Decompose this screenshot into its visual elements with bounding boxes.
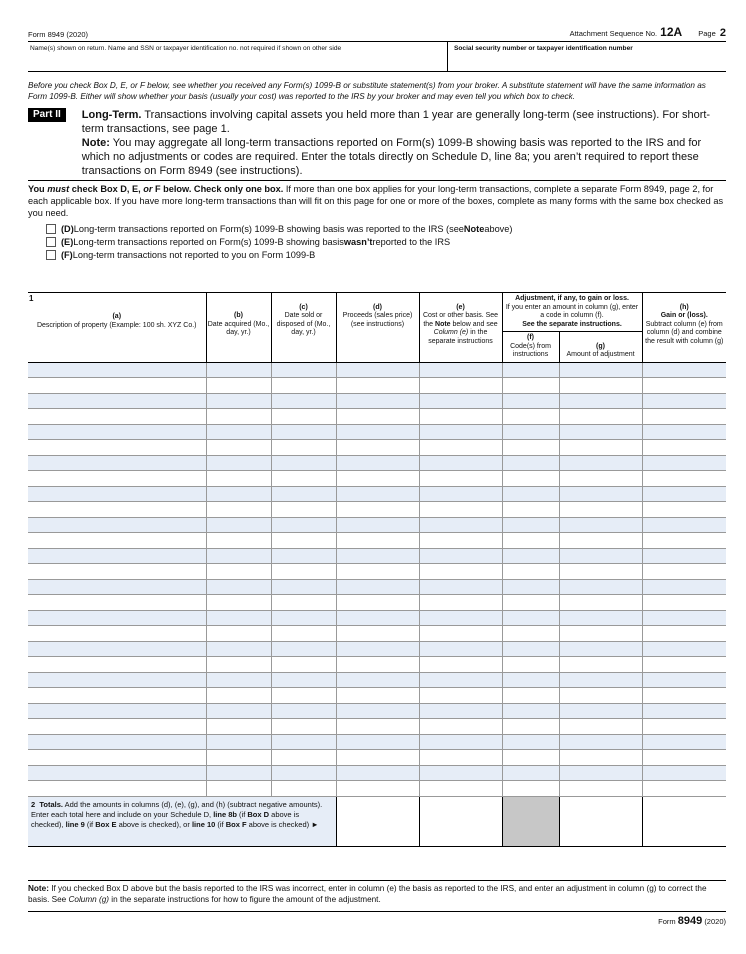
entry-cell[interactable]	[502, 719, 559, 735]
entry-cell[interactable]	[642, 703, 726, 719]
entry-cell[interactable]	[206, 424, 271, 440]
box-f-option[interactable]: (F) Long-term transactions not reported to you on Form 1099-B	[28, 248, 726, 261]
entry-cell[interactable]	[502, 471, 559, 487]
col-g-header: (g) Amount of adjustment	[559, 332, 642, 363]
total-g-cell[interactable]	[559, 796, 642, 846]
entry-cell[interactable]	[28, 502, 206, 518]
entry-cell[interactable]	[336, 486, 419, 502]
table-row	[28, 765, 726, 781]
entry-cell[interactable]	[336, 440, 419, 456]
entry-cell[interactable]	[28, 579, 206, 595]
table-row	[28, 641, 726, 657]
entry-cell[interactable]	[559, 533, 642, 549]
table-row	[28, 409, 726, 425]
entry-cell[interactable]	[336, 672, 419, 688]
entry-cell[interactable]	[28, 626, 206, 642]
total-f-cell-shaded	[502, 796, 559, 846]
entry-cell[interactable]	[28, 564, 206, 580]
totals-row	[28, 796, 726, 846]
entry-cell[interactable]	[336, 750, 419, 766]
entry-cell[interactable]	[271, 471, 336, 487]
entry-cell[interactable]	[419, 409, 502, 425]
entry-cell[interactable]	[502, 703, 559, 719]
entry-cell[interactable]	[642, 734, 726, 750]
entry-cell[interactable]	[419, 378, 502, 394]
entry-cell[interactable]	[271, 610, 336, 626]
entry-cell[interactable]	[271, 641, 336, 657]
entry-cell[interactable]	[642, 548, 726, 564]
entry-cell[interactable]	[336, 424, 419, 440]
entry-cell[interactable]	[502, 765, 559, 781]
entry-cell[interactable]	[271, 595, 336, 611]
entry-cell[interactable]	[336, 502, 419, 518]
entry-cell[interactable]	[336, 626, 419, 642]
entry-cell[interactable]	[206, 579, 271, 595]
entry-cell[interactable]	[28, 455, 206, 471]
entry-cell[interactable]	[28, 517, 206, 533]
entry-cell[interactable]	[502, 362, 559, 378]
entry-cell[interactable]	[419, 455, 502, 471]
table-row	[28, 781, 726, 797]
entry-cell[interactable]	[419, 626, 502, 642]
entry-cell[interactable]	[206, 672, 271, 688]
entry-cell[interactable]	[271, 626, 336, 642]
entry-cell[interactable]	[502, 455, 559, 471]
entry-cell[interactable]	[419, 517, 502, 533]
entry-cell[interactable]	[336, 517, 419, 533]
entry-cell[interactable]	[642, 409, 726, 425]
entry-cell[interactable]	[271, 765, 336, 781]
entry-cell[interactable]	[642, 517, 726, 533]
entry-cell[interactable]	[28, 548, 206, 564]
total-e-cell[interactable]	[419, 796, 502, 846]
entry-cell[interactable]	[206, 610, 271, 626]
entry-cell[interactable]	[206, 595, 271, 611]
entry-cell[interactable]	[206, 502, 271, 518]
entry-cell[interactable]	[502, 517, 559, 533]
table-row	[28, 471, 726, 487]
box-d-checkbox[interactable]	[46, 224, 56, 234]
table-row	[28, 564, 726, 580]
entry-cell[interactable]	[502, 734, 559, 750]
form-page	[28, 24, 726, 927]
entry-cell[interactable]	[271, 424, 336, 440]
entry-cell[interactable]	[642, 393, 726, 409]
entry-cell[interactable]	[502, 610, 559, 626]
entry-cell[interactable]	[336, 378, 419, 394]
entry-cell[interactable]	[642, 440, 726, 456]
entry-cell[interactable]	[271, 378, 336, 394]
entry-cell[interactable]	[642, 595, 726, 611]
entry-cell[interactable]	[336, 657, 419, 673]
entry-cell[interactable]	[336, 579, 419, 595]
entry-cell[interactable]	[559, 734, 642, 750]
entry-cell[interactable]	[336, 548, 419, 564]
col-h-header: (h) Gain or (loss). Subtract column (e) from column (d) and combine the result with column (g)	[642, 293, 726, 363]
table-row	[28, 703, 726, 719]
table-row	[28, 440, 726, 456]
page-number: Page 2	[698, 27, 726, 39]
entry-cell[interactable]	[206, 409, 271, 425]
entry-cell[interactable]	[419, 610, 502, 626]
entry-cell[interactable]	[419, 564, 502, 580]
table-row	[28, 378, 726, 394]
col-c-header: (c) Date sold or disposed of (Mo., day, yr.)	[271, 293, 336, 363]
entry-cell[interactable]	[559, 719, 642, 735]
box-f-checkbox[interactable]	[46, 250, 56, 260]
entry-cell[interactable]	[419, 486, 502, 502]
entry-cell[interactable]	[28, 471, 206, 487]
entry-cell[interactable]	[271, 548, 336, 564]
intro-text: Before you check Box D, E, or F below, see whether you received any Form(s) 1099-B or substitute statement(s) from your broker. A substitute statement will have the same information as Form 1099-B. Either will show whether your basis (usually your cost) was reported to the IRS by your broker and may even tell you which box to check.	[28, 81, 706, 101]
entry-cell[interactable]	[206, 548, 271, 564]
entry-cell[interactable]	[419, 393, 502, 409]
box-d-option[interactable]: (D) Long-term transactions reported on Form(s) 1099-B showing basis was reported to the IRS (see Note above)	[28, 222, 726, 235]
entry-cell[interactable]	[419, 734, 502, 750]
entry-cell[interactable]	[559, 517, 642, 533]
names-field[interactable]: Name(s) shown on return. Name and SSN or taxpayer identification no. not required if shown on other side	[28, 42, 448, 71]
table-row	[28, 424, 726, 440]
entry-cell[interactable]	[271, 750, 336, 766]
entry-cell[interactable]	[336, 781, 419, 797]
entry-cell[interactable]	[559, 781, 642, 797]
table-row	[28, 657, 726, 673]
entry-cell[interactable]	[419, 688, 502, 704]
entry-cell[interactable]	[271, 703, 336, 719]
table-row	[28, 548, 726, 564]
entry-cell[interactable]	[28, 734, 206, 750]
entry-cell[interactable]	[559, 579, 642, 595]
box-e-checkbox[interactable]	[46, 237, 56, 247]
entry-cell[interactable]	[559, 409, 642, 425]
total-d-cell[interactable]	[336, 796, 419, 846]
entry-cell[interactable]	[206, 393, 271, 409]
entry-cell[interactable]	[206, 626, 271, 642]
entry-cell[interactable]	[559, 564, 642, 580]
entry-cell[interactable]	[502, 486, 559, 502]
entry-cell[interactable]	[642, 719, 726, 735]
entry-cell[interactable]	[419, 471, 502, 487]
entry-cell[interactable]	[336, 688, 419, 704]
entry-cell[interactable]	[419, 440, 502, 456]
box-e-option[interactable]: (E) Long-term transactions reported on Form(s) 1099-B showing basis wasn’t reported to the IRS	[28, 235, 726, 248]
entry-cell[interactable]	[206, 641, 271, 657]
entry-cell[interactable]	[271, 579, 336, 595]
entry-cell[interactable]	[206, 486, 271, 502]
entry-cell[interactable]	[271, 393, 336, 409]
entry-cell[interactable]	[206, 657, 271, 673]
entry-cell[interactable]	[642, 486, 726, 502]
entry-cell[interactable]	[206, 440, 271, 456]
table-row	[28, 533, 726, 549]
entry-cell[interactable]	[559, 641, 642, 657]
entry-cell[interactable]	[419, 765, 502, 781]
entry-cell[interactable]	[419, 579, 502, 595]
entry-cell[interactable]	[206, 455, 271, 471]
entry-cell[interactable]	[336, 595, 419, 611]
entry-cell[interactable]	[642, 781, 726, 797]
entry-cell[interactable]	[271, 688, 336, 704]
part-2-header: Part II Long-Term. Transactions involving capital assets you held more than 1 year are generally long-term (see instructions). For short-term transactions, see page 1. Note: You may aggregate all long-term transactions reported on Form(s) 1099-B showing basis was reported to the IRS and for which no adjustments or codes are required. Enter the totals directly on Schedule D, line 8a; you aren’t required to report these transactions on Form 8949 (see instructions).	[28, 108, 726, 178]
table-row	[28, 595, 726, 611]
entry-cell[interactable]	[206, 765, 271, 781]
entry-cell[interactable]	[28, 750, 206, 766]
entry-cell[interactable]	[559, 362, 642, 378]
entry-cell[interactable]	[28, 781, 206, 797]
table-row	[28, 626, 726, 642]
transactions-table	[28, 292, 726, 847]
entry-cell[interactable]	[336, 610, 419, 626]
entry-cell[interactable]	[206, 471, 271, 487]
entry-cell[interactable]	[642, 688, 726, 704]
entry-cell[interactable]	[502, 688, 559, 704]
entry-cell[interactable]	[28, 719, 206, 735]
entry-cell[interactable]	[28, 703, 206, 719]
entry-cell[interactable]	[206, 564, 271, 580]
entry-cell[interactable]	[559, 455, 642, 471]
entry-cell[interactable]	[271, 672, 336, 688]
entry-cell[interactable]	[336, 362, 419, 378]
entry-cell[interactable]	[271, 719, 336, 735]
entry-cell[interactable]	[206, 781, 271, 797]
entry-cell[interactable]	[271, 657, 336, 673]
table-row	[28, 579, 726, 595]
entry-cell[interactable]	[642, 579, 726, 595]
entry-cell[interactable]	[642, 471, 726, 487]
entry-cell[interactable]	[206, 688, 271, 704]
entry-cell[interactable]	[28, 688, 206, 704]
table-row	[28, 393, 726, 409]
entry-cell[interactable]	[502, 533, 559, 549]
entry-cell[interactable]	[271, 734, 336, 750]
entry-cell[interactable]	[559, 610, 642, 626]
entry-cell[interactable]	[502, 626, 559, 642]
table-row	[28, 734, 726, 750]
entry-cell[interactable]	[28, 378, 206, 394]
entry-cell[interactable]	[419, 703, 502, 719]
entry-cell[interactable]	[502, 548, 559, 564]
entry-cell[interactable]	[271, 533, 336, 549]
col-f-header: (f) Code(s) from instructions	[502, 332, 559, 363]
entry-cell[interactable]	[502, 595, 559, 611]
entry-cell[interactable]	[502, 409, 559, 425]
entry-cell[interactable]	[271, 455, 336, 471]
form-header	[28, 24, 726, 42]
entry-cell[interactable]	[559, 595, 642, 611]
attachment-seq: Attachment Sequence No. 12A	[569, 25, 683, 39]
entry-cell[interactable]	[28, 657, 206, 673]
entry-cell[interactable]	[419, 781, 502, 797]
table-row	[28, 750, 726, 766]
entry-cell[interactable]	[419, 657, 502, 673]
name-ssn-row	[28, 42, 726, 72]
entry-cell[interactable]	[336, 703, 419, 719]
entry-cell[interactable]	[28, 362, 206, 378]
entry-cell[interactable]	[28, 595, 206, 611]
table-row	[28, 672, 726, 688]
entry-cell[interactable]	[271, 781, 336, 797]
entry-cell[interactable]	[336, 641, 419, 657]
table-row	[28, 688, 726, 704]
entry-cell[interactable]	[559, 486, 642, 502]
entry-cell[interactable]	[642, 362, 726, 378]
entry-cell[interactable]	[419, 719, 502, 735]
entry-cell[interactable]	[642, 502, 726, 518]
entry-cell[interactable]	[642, 533, 726, 549]
entry-cell[interactable]	[28, 610, 206, 626]
entry-cell[interactable]	[28, 424, 206, 440]
entry-cell[interactable]	[502, 641, 559, 657]
entry-cell[interactable]	[559, 750, 642, 766]
entry-cell[interactable]	[336, 471, 419, 487]
entry-cell[interactable]	[559, 502, 642, 518]
bottom-note: Note: If you checked Box D above but the basis reported to the IRS was incorrect, enter in column (e) the basis as reported to the IRS, and enter an adjustment in column (g) to correct the basis. See Column (g) in the separate instructions for how to figure the amount of the adjustment.	[28, 880, 726, 905]
entry-cell[interactable]	[559, 393, 642, 409]
box-options	[28, 222, 726, 261]
entry-cell[interactable]	[28, 393, 206, 409]
col-b-header: (b) Date acquired (Mo., day, yr.)	[206, 293, 271, 363]
entry-cell[interactable]	[419, 595, 502, 611]
entry-cell[interactable]	[502, 672, 559, 688]
entry-cell[interactable]	[559, 378, 642, 394]
entry-cell[interactable]	[502, 657, 559, 673]
entry-cell[interactable]	[642, 750, 726, 766]
entry-cell[interactable]	[271, 502, 336, 518]
table-row	[28, 517, 726, 533]
entry-cell[interactable]	[419, 672, 502, 688]
entry-cell[interactable]	[206, 362, 271, 378]
entry-cell[interactable]	[642, 626, 726, 642]
entry-cell[interactable]	[271, 362, 336, 378]
entry-cell[interactable]	[28, 409, 206, 425]
entry-cell[interactable]	[559, 672, 642, 688]
entry-cell[interactable]	[559, 688, 642, 704]
entry-cell[interactable]	[419, 750, 502, 766]
entry-cell[interactable]	[642, 641, 726, 657]
totals-label: 2 Totals. Add the amounts in columns (d), (e), (g), and (h) (subtract negative amounts). Enter each total here and include on your Schedule D, line 8b (if Box D above is checked), line 9 (if Box E above is checked), or line 10 (if Box F above is checked) ►	[28, 796, 336, 846]
entry-cell[interactable]	[502, 579, 559, 595]
table-row	[28, 610, 726, 626]
entry-cell[interactable]	[502, 564, 559, 580]
entry-cell[interactable]	[28, 533, 206, 549]
entry-cell[interactable]	[559, 424, 642, 440]
entry-cell[interactable]	[206, 719, 271, 735]
entry-cell[interactable]	[502, 781, 559, 797]
table-row	[28, 455, 726, 471]
entry-cell[interactable]	[502, 424, 559, 440]
entry-cell[interactable]	[336, 409, 419, 425]
entry-cell[interactable]	[28, 641, 206, 657]
adjustment-header: Adjustment, if any, to gain or loss. If you enter an amount in column (g), enter a code in column (f). See the separate instructions.	[502, 293, 642, 332]
entry-cell[interactable]	[502, 440, 559, 456]
entry-cell[interactable]	[206, 378, 271, 394]
part-tag: Part II	[28, 108, 66, 122]
entry-cell[interactable]	[271, 440, 336, 456]
entry-cell[interactable]	[502, 393, 559, 409]
entry-cell[interactable]	[559, 440, 642, 456]
col-d-header: (d) Proceeds (sales price) (see instructions)	[336, 293, 419, 363]
entry-cell[interactable]	[336, 455, 419, 471]
form-footer: Form 8949 (2020)	[28, 911, 726, 927]
entry-cell[interactable]	[336, 765, 419, 781]
entry-cell[interactable]	[419, 362, 502, 378]
entry-cell[interactable]	[271, 486, 336, 502]
entry-cell[interactable]	[642, 424, 726, 440]
entry-cell[interactable]	[28, 765, 206, 781]
entry-cell[interactable]	[559, 657, 642, 673]
table-row	[28, 502, 726, 518]
entry-cell[interactable]	[336, 734, 419, 750]
entry-cell[interactable]	[271, 409, 336, 425]
entry-cell[interactable]	[502, 378, 559, 394]
table-row	[28, 362, 726, 378]
entry-cell[interactable]	[559, 471, 642, 487]
entry-cell[interactable]	[559, 703, 642, 719]
entry-cell[interactable]	[28, 440, 206, 456]
entry-cell[interactable]	[559, 548, 642, 564]
check-instructions: You must check Box D, E, or F below. Check only one box. If more than one box applies for your long-term transactions, complete a separate Form 8949, page 2, for each applicable box. If you have more long-term transactions than will fit on this page for one or more of the boxes, complete as many forms with the same box checked as you need.	[28, 180, 726, 219]
entry-cell[interactable]	[336, 393, 419, 409]
entry-cell[interactable]	[502, 502, 559, 518]
entry-cell[interactable]	[642, 564, 726, 580]
table-row	[28, 719, 726, 735]
entry-cell[interactable]	[28, 672, 206, 688]
entry-cell[interactable]	[206, 703, 271, 719]
entry-cell[interactable]	[419, 502, 502, 518]
entry-cell[interactable]	[642, 765, 726, 781]
entry-cell[interactable]	[419, 548, 502, 564]
table-row	[28, 486, 726, 502]
entry-cell[interactable]	[502, 750, 559, 766]
entry-cell[interactable]	[642, 672, 726, 688]
entry-cell[interactable]	[206, 533, 271, 549]
entry-cell[interactable]	[419, 641, 502, 657]
entry-cell[interactable]	[642, 657, 726, 673]
entry-cell[interactable]	[419, 424, 502, 440]
col-e-header: (e) Cost or other basis. See the Note below and see Column (e) in the separate instructions	[419, 293, 502, 363]
entry-cell[interactable]	[206, 734, 271, 750]
entry-cell[interactable]	[206, 517, 271, 533]
entry-cell[interactable]	[642, 378, 726, 394]
entry-cell[interactable]	[271, 564, 336, 580]
entry-cell[interactable]	[336, 533, 419, 549]
total-h-cell[interactable]	[642, 796, 726, 846]
entry-cell[interactable]	[28, 486, 206, 502]
entry-cell[interactable]	[559, 765, 642, 781]
entry-cell[interactable]	[206, 750, 271, 766]
entry-cell[interactable]	[642, 455, 726, 471]
entry-cell[interactable]	[559, 626, 642, 642]
entry-cell[interactable]	[336, 564, 419, 580]
col-a-header: 1 (a) Description of property (Example: 100 sh. XYZ Co.)	[28, 293, 206, 363]
ssn-field[interactable]: Social security number or taxpayer identification number	[454, 45, 633, 52]
entry-cell[interactable]	[642, 610, 726, 626]
entry-cell[interactable]	[271, 517, 336, 533]
form-id: Form 8949 (2020)	[28, 30, 89, 39]
entry-cell[interactable]	[336, 719, 419, 735]
entry-cell[interactable]	[419, 533, 502, 549]
